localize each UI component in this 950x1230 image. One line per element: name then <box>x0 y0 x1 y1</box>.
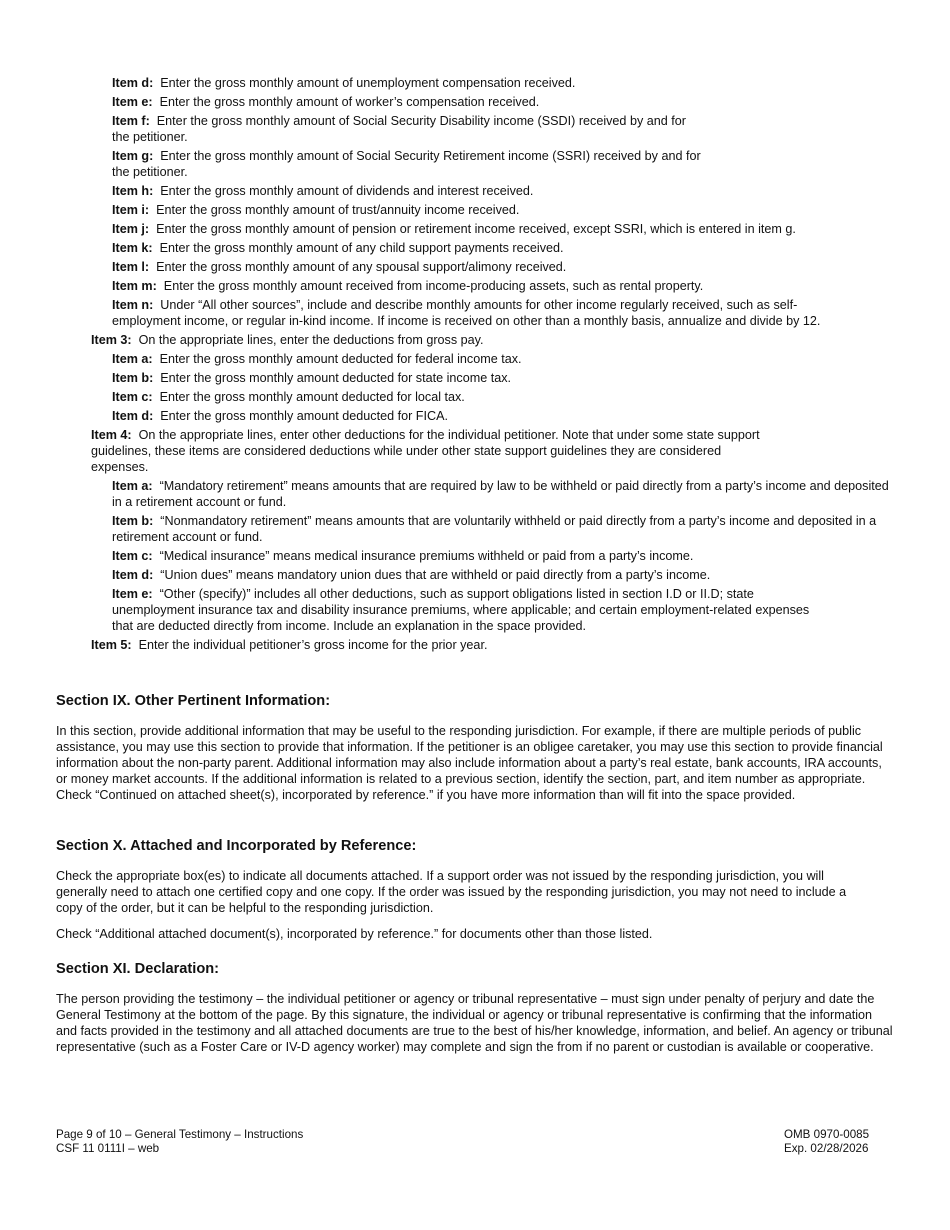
footer-page-info: Page 9 of 10 – General Testimony – Instructions <box>56 1128 304 1141</box>
item-instruction <box>112 297 862 329</box>
item-label: Item f: <box>112 114 150 128</box>
item-text: Enter the individual petitioner’s gross income for the prior year. <box>138 638 488 652</box>
item-label: Item i: <box>112 203 150 217</box>
item-label: Item 3: <box>91 333 132 347</box>
item-label: Item l: <box>112 260 150 274</box>
item-label: Item 5: <box>91 638 132 652</box>
section-x-paragraph-1: Check the appropriate box(es) to indicate all documents attached. If a support order was not issued by the responding jurisdiction, you will generally need to attach one certified copy and one copy. If the order was issued by the responding jurisdiction, you may not need to include a copy of the order, but it can be helpful to the responding jurisdiction. <box>56 869 847 915</box>
item-text: Enter the gross monthly amount deducted for FICA. <box>160 409 448 423</box>
item-label: Item b: <box>112 514 154 528</box>
footer-right <box>784 1128 869 1156</box>
item-text: “Mandatory retirement” means amounts that are required by law to be withheld or paid directly from a party’s income and deposited in a retirement account or fund. <box>112 479 889 509</box>
item-label: Item n: <box>112 298 154 312</box>
item-label: Item c: <box>112 549 153 563</box>
section-x-paragraph-2: Check “Additional attached document(s), incorporated by reference.” for documents other than those listed. <box>56 927 653 941</box>
item-text: Enter the gross monthly amount of any spousal support/alimony received. <box>156 260 567 274</box>
item-label: Item j: <box>112 222 150 236</box>
item-text: Enter the gross monthly amount deducted for state income tax. <box>160 371 511 385</box>
item-instruction <box>112 567 892 583</box>
item-label: Item e: <box>112 95 153 109</box>
item-instruction <box>112 586 832 634</box>
item-instruction <box>112 148 720 180</box>
item-instruction <box>112 221 930 237</box>
item-instruction <box>112 259 892 275</box>
item-instruction <box>112 513 884 545</box>
item-instruction <box>112 370 892 386</box>
item-instruction <box>112 183 892 199</box>
section-x-title: Section X. Attached and Incorporated by Reference: <box>56 838 417 854</box>
section-ix-paragraph: In this section, provide additional information that may be useful to the responding jurisdiction. For example, if there are multiple periods of public assistance, you may use this section to provide that information. If the petitioner is an obligee caretaker, you may use this section to provide financial information about the non-party parent. Additional information may also include information about a party’s real estate, bank accounts, IRA accounts, or money market accounts. If the additional information is related to a previous section, identify the section, part, and item number as appropriate. Check “Continued on attached sheet(s), incorporated by reference.” if you have more information than will fit into the space provided. <box>56 724 883 802</box>
item-instruction <box>91 427 772 475</box>
item-text: Enter the gross monthly amount of Social Security Retirement income (SSRI) received by and for the petitioner. <box>112 149 701 179</box>
section-x <box>56 838 896 952</box>
item-instruction <box>112 278 892 294</box>
item-instruction <box>112 113 705 145</box>
item-instruction <box>112 75 892 91</box>
item-label: Item k: <box>112 241 153 255</box>
item-label: Item m: <box>112 279 157 293</box>
section-xi-paragraph: The person providing the testimony – the individual petitioner or agency or tribunal representative – must sign under penalty of perjury and date the General Testimony at the bottom of the page. By this signature, the individual or agency or tribunal representative is confirming that the information and facts provided in the testimony and all attached documents are true to the best of his/her knowledge, information, and belief. An agency or tribunal representative (such as a Foster Care or IV-D agency worker) may complete and sign the from if no parent or custodian is available or cooperative. <box>56 992 893 1054</box>
item-text: Under “All other sources”, include and describe monthly amounts for other income regularly received, such as self-employment income, or regular in-kind income. If income is received on other than a monthly basis, annualize and divide by 12. <box>112 298 821 328</box>
item-text: “Medical insurance” means medical insurance premiums withheld or paid from a party’s income. <box>159 549 694 563</box>
item-text: On the appropriate lines, enter other deductions for the individual petitioner. Note that under some state support guidelines, these items are considered deductions while under other state support guidelines they are considered expenses. <box>91 428 760 474</box>
item-label: Item a: <box>112 479 153 493</box>
item-label: Item d: <box>112 76 154 90</box>
item-instruction <box>91 332 872 348</box>
item-label: Item d: <box>112 409 154 423</box>
item-instruction <box>112 478 898 510</box>
item-instructions-list <box>0 75 950 656</box>
item-label: Item a: <box>112 352 153 366</box>
item-label: Item h: <box>112 184 154 198</box>
item-label: Item d: <box>112 568 154 582</box>
item-label: Item 4: <box>91 428 132 442</box>
item-text: Enter the gross monthly amount of pension or retirement income received, except SSRI, which is entered in item g. <box>156 222 796 236</box>
item-instruction <box>112 351 892 367</box>
item-label: Item c: <box>112 390 153 404</box>
section-xi <box>56 961 896 1065</box>
item-text: Enter the gross monthly amount of Social Security Disability income (SSDI) received by and for the petitioner. <box>112 114 686 144</box>
footer-form-code: CSF 11 0111I – web <box>56 1142 160 1155</box>
footer-expiration: Exp. 02/28/2026 <box>784 1142 869 1155</box>
footer-omb-number: OMB 0970-0085 <box>784 1128 870 1141</box>
item-instruction <box>112 94 892 110</box>
item-instruction <box>112 240 892 256</box>
item-instruction <box>112 408 892 424</box>
item-text: Enter the gross monthly amount received from income-producing assets, such as rental property. <box>163 279 704 293</box>
item-text: Enter the gross monthly amount deducted for federal income tax. <box>159 352 522 366</box>
section-ix-title: Section IX. Other Pertinent Information: <box>56 693 331 709</box>
item-text: Enter the gross monthly amount deducted for local tax. <box>159 390 465 404</box>
section-xi-title: Section XI. Declaration: <box>56 961 220 977</box>
item-text: Enter the gross monthly amount of trust/annuity income received. <box>156 203 520 217</box>
section-ix <box>56 693 896 813</box>
item-text: Enter the gross monthly amount of any child support payments received. <box>159 241 564 255</box>
item-instruction <box>112 202 892 218</box>
item-text: Enter the gross monthly amount of unemployment compensation received. <box>160 76 576 90</box>
item-label: Item e: <box>112 587 153 601</box>
item-text: “Union dues” means mandatory union dues that are withheld or paid directly from a party’s income. <box>160 568 711 582</box>
item-instruction <box>91 637 872 653</box>
item-text: “Nonmandatory retirement” means amounts that are voluntarily withheld or paid directly from a party’s income and deposited in a retirement account or fund. <box>112 514 877 544</box>
item-label: Item g: <box>112 149 154 163</box>
item-text: Enter the gross monthly amount of dividends and interest received. <box>160 184 534 198</box>
item-instruction <box>112 548 892 564</box>
item-text: Enter the gross monthly amount of worker’s compensation received. <box>159 95 540 109</box>
item-text: “Other (specify)” includes all other deductions, such as support obligations listed in section I.D or II.D; state unemployment insurance tax and disability insurance premiums, where applicable; and certain employment-related expenses that are deducted directly from income. Include an explanation in the space provided. <box>112 587 810 633</box>
item-label: Item b: <box>112 371 154 385</box>
item-text: On the appropriate lines, enter the deductions from gross pay. <box>138 333 484 347</box>
footer-left <box>56 1128 303 1156</box>
item-instruction <box>112 389 892 405</box>
